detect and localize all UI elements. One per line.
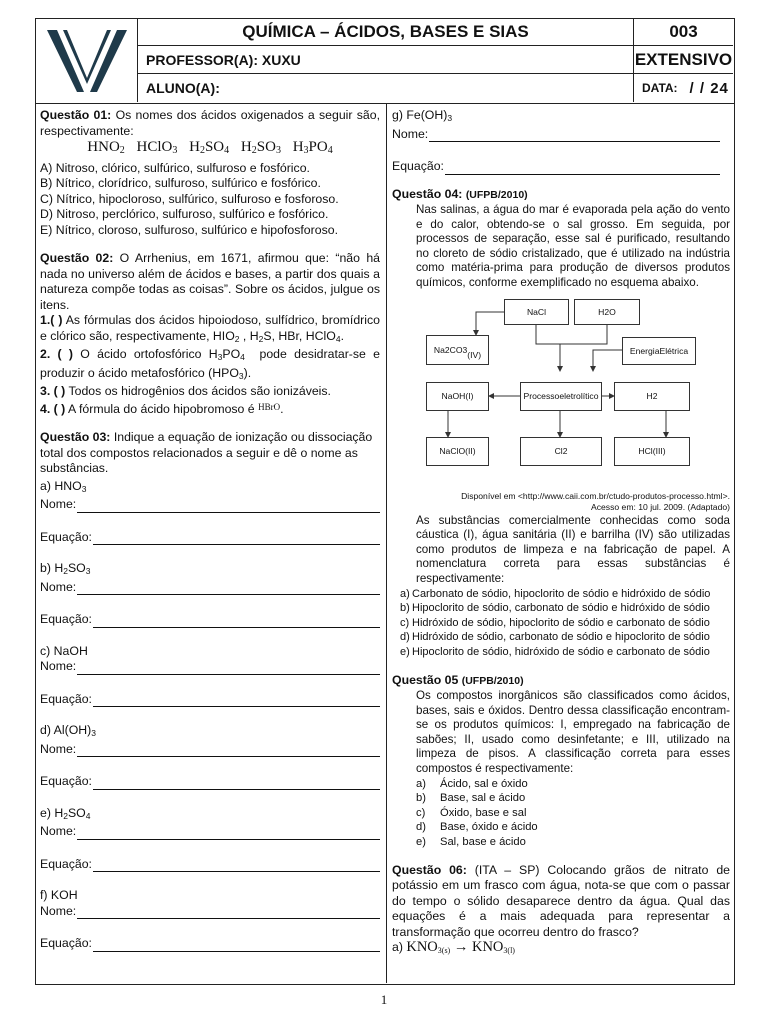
- question-label: Questão 02:: [40, 251, 114, 265]
- name-line[interactable]: Nome:: [40, 659, 380, 675]
- compound-label: e) $H_2SO_4$: [40, 805, 91, 821]
- question-text: Os compostos inorgânicos são classificados como ácidos, bases, sais e óxidos. Dentro dessa classificação encontram-se os produtos químicos: I, empregado na fabricação de sabões; II, usado como desinfetante; e III, utilizado na limpeza de pisos. A classificação correta para esses compostos é respectivamente:: [416, 689, 730, 775]
- compound-label: g) $Fe(OH)_3$: [392, 108, 453, 123]
- equation-line[interactable]: Equação:: [40, 692, 380, 708]
- box-naclo: NaClO(II): [426, 437, 489, 466]
- question-01: [40, 108, 380, 238]
- v-logo-icon: [45, 26, 129, 96]
- equation-line[interactable]: Equação:: [40, 857, 380, 873]
- compound-d: [40, 723, 380, 804]
- option-e[interactable]: E) Nítrico, cloroso, sulfuroso, sulfúrico e hipofosforoso.: [40, 222, 338, 237]
- option-e[interactable]: e) Sal, base e ácido: [416, 835, 526, 848]
- question-text: O Arrhenius, em 1671, afirmou que: “não há nada no universo além de ácidos e bases, a partir dos quais a natureza compõe todas as coisas”. Sobre os ácidos, julgue os itens.: [40, 251, 381, 312]
- question-03: [40, 430, 380, 952]
- name-line[interactable]: Nome:: [40, 824, 380, 840]
- compound-label: b) $H_2SO_3$: [40, 561, 91, 576]
- date-field[interactable]: [634, 74, 733, 102]
- formula-kno3: $KNO_{3(s)} \to KNO_{3(l)}$: [406, 939, 515, 956]
- right-column: [392, 108, 730, 959]
- professor-label: PROFESSOR(A): XUXU: [138, 46, 634, 74]
- item-4[interactable]: 4. ( ) A fórmula do ácido hipobromoso é $^{HBrO}$.: [40, 401, 284, 416]
- question-label: Questão 03:: [40, 430, 111, 444]
- option-b[interactable]: b) Hipoclorito de sódio, carbonato de sódio e hidróxido de sódio: [400, 602, 710, 615]
- equation-line[interactable]: Equação:: [40, 774, 380, 790]
- course-mode: EXTENSIVO: [634, 46, 733, 74]
- compound-g: [392, 108, 730, 175]
- box-h2: H 2: [614, 382, 690, 411]
- compound-a: [40, 479, 380, 560]
- name-line[interactable]: Nome:: [40, 904, 380, 920]
- date-label: DATA:: [642, 81, 678, 95]
- equation-line[interactable]: Equação:: [392, 159, 720, 175]
- question-04: [392, 187, 730, 660]
- option-d[interactable]: D) Nitroso, perclórico, sulfuroso, sulfúrico e fosfórico.: [40, 207, 329, 221]
- question-source: (UFPB/2010): [465, 188, 528, 201]
- name-line[interactable]: Nome:: [40, 742, 380, 758]
- name-line[interactable]: Nome:: [40, 497, 380, 513]
- formula-hno2: $HNO_2$: [87, 139, 125, 156]
- question-text: Indique a equação de ionização ou dissociação total dos compostos relacionados a seguir e dê o nome as substâncias.: [40, 430, 373, 475]
- question-text: Nas salinas, a água do mar é evaporada pela ação do vento e do calor, obtendo-se o sal grosso. Em seguida, por processos de separação, esse sal é purificado, resultando no cloreto de sódio cristalizado, que é utilizado na indústria como matéria-prima para produção de diversos produtos químicos, conforme exemplificado no esquema abaixo.: [416, 203, 730, 289]
- question-05: [392, 673, 730, 850]
- item-3[interactable]: 3. ( ) Todos os hidrogênios dos ácidos são ionizáveis.: [40, 384, 331, 398]
- question-text-2: As substâncias comercialmente conhecidas como soda cáustica (I), água sanitária (II) e barrilha (IV) são utilizadas como produtos de limpeza e na fabricação de papel. A nomenclatura correta para essas substâncias é respectivamente:: [416, 513, 730, 585]
- column-divider: [386, 104, 387, 983]
- question-label: Questão 06:: [392, 862, 467, 877]
- box-energia-eletrica: Energia Elétrica: [622, 337, 696, 365]
- page-number: 1: [380, 992, 388, 1007]
- compound-c: [40, 644, 380, 722]
- question-02: [40, 251, 380, 417]
- worksheet-code: 003: [634, 19, 733, 46]
- option-b[interactable]: b) Base, sal e ácido: [416, 792, 526, 805]
- sodium-chloride-process-diagram: [426, 297, 732, 487]
- name-line[interactable]: Nome:: [392, 127, 720, 143]
- worksheet-title: QUÍMICA – ÁCIDOS, BASES E SIAS: [138, 19, 634, 46]
- options: [392, 777, 730, 850]
- box-processo-eletrolitico: Processo eletrolítico: [520, 382, 602, 411]
- formula-h3po4: $H_3PO_4$: [292, 139, 333, 156]
- option-c[interactable]: c) Óxido, base e sal: [416, 806, 527, 819]
- equation-line[interactable]: Equação:: [40, 612, 380, 628]
- name-line[interactable]: Nome:: [40, 580, 380, 596]
- item-2[interactable]: 2. ( ) O ácido ortofosfórico $H_3PO_4$ pode desidratar-se e produzir o ácido metafosfórico $(HPO_3)$.: [40, 347, 380, 381]
- question-source: (UFPB/2010): [461, 674, 524, 687]
- compound-label: f) KOH: [40, 888, 78, 902]
- question-06: [392, 863, 730, 959]
- compound-label: a) $HNO_3$: [40, 478, 87, 494]
- question-label: Questão 04:: [392, 186, 463, 201]
- option-d[interactable]: d) Base, óxido e ácido: [416, 821, 538, 834]
- option-c[interactable]: C) Nítrico, hipocloroso, sulfúrico, sulfuroso e fosforoso.: [40, 191, 339, 206]
- worksheet-header: [35, 18, 735, 104]
- option-a[interactable]: A) Nitroso, clórico, sulfúrico, sulfuroso e fosfórico.: [40, 160, 310, 175]
- question-label: Questão 01:: [40, 108, 112, 122]
- formula-h2so3: $H_2SO_3$: [240, 139, 281, 156]
- box-nacl: NaCl: [504, 299, 569, 325]
- formula-h2so4: $H_2SO_4$: [189, 139, 230, 156]
- date-value: / / 24: [689, 79, 729, 97]
- box-hcl: HCl(III): [614, 437, 690, 466]
- option-a[interactable]: a) Carbonato de sódio, hipoclorito de sódio e hidróxido de sódio: [400, 587, 711, 600]
- box-cl2: Cl 2: [520, 437, 602, 466]
- option-c[interactable]: c) Hidróxido de sódio, hipoclorito de sódio e carbonato de sódio: [400, 616, 710, 629]
- options: [392, 587, 730, 660]
- formula-hclo3: HClO$_3$: [136, 139, 178, 156]
- option-a[interactable]: a) $KNO_{3(s)} \to KNO_{3(l)}$: [392, 939, 515, 956]
- question-text: Os nomes dos ácidos oxigenados a seguir são, respectivamente:: [40, 108, 381, 138]
- equation-line[interactable]: Equação:: [40, 530, 380, 546]
- option-d[interactable]: d) Hidróxido de sódio, carbonato de sódio e hipoclorito de sódio: [400, 631, 710, 644]
- option-a[interactable]: a) Ácido, sal e óxido: [416, 777, 528, 790]
- acid-formulas: [40, 140, 380, 159]
- logo: [36, 19, 138, 102]
- citation: Disponível em <http://www.caii.com.br/ctudo-produtos-processo.html>. Acesso em: 10 jul. 2009. (Adaptado): [461, 490, 730, 513]
- worksheet-body: [35, 104, 735, 985]
- box-h2o: H 2 O: [574, 299, 640, 325]
- question-label: Questão 05: [392, 672, 459, 687]
- compound-label: c) NaOH: [40, 643, 88, 658]
- compound-f: [40, 888, 380, 952]
- compound-e: [40, 806, 380, 887]
- compound-b: [40, 561, 380, 642]
- left-column: [40, 108, 380, 952]
- box-naoh: NaOH(I): [426, 382, 489, 411]
- question-text: (ITA – SP) Colocando grãos de nitrato de potássio em um frasco com água, nota-se que com o passar do tempo o sólido desaparece dentro da água. Qual das equações é a mais adequada para representar a transformação que ocorreu dentro do frasco?: [392, 862, 730, 939]
- option-e[interactable]: e) Hipoclorito de sódio, hidróxido de sódio e carbonato de sódio: [400, 645, 710, 658]
- student-name-field[interactable]: ALUNO(A):: [138, 74, 634, 102]
- compound-label: d) $Al(OH)_3$: [40, 723, 96, 738]
- option-b[interactable]: B) Nítrico, clorídrico, sulfuroso, sulfúrico e fosfórico.: [40, 176, 321, 190]
- equation-line[interactable]: Equação:: [40, 936, 380, 952]
- box-na2co3: Na 2 CO 3 (IV): [426, 335, 489, 365]
- item-1[interactable]: 1.( ) As fórmulas dos ácidos hipoiodoso, sulfídrico, bromídrico e clórico são, respectivamente, $HIO_2$ , $H_2S$, HBr, HClO$_4$.: [40, 313, 380, 344]
